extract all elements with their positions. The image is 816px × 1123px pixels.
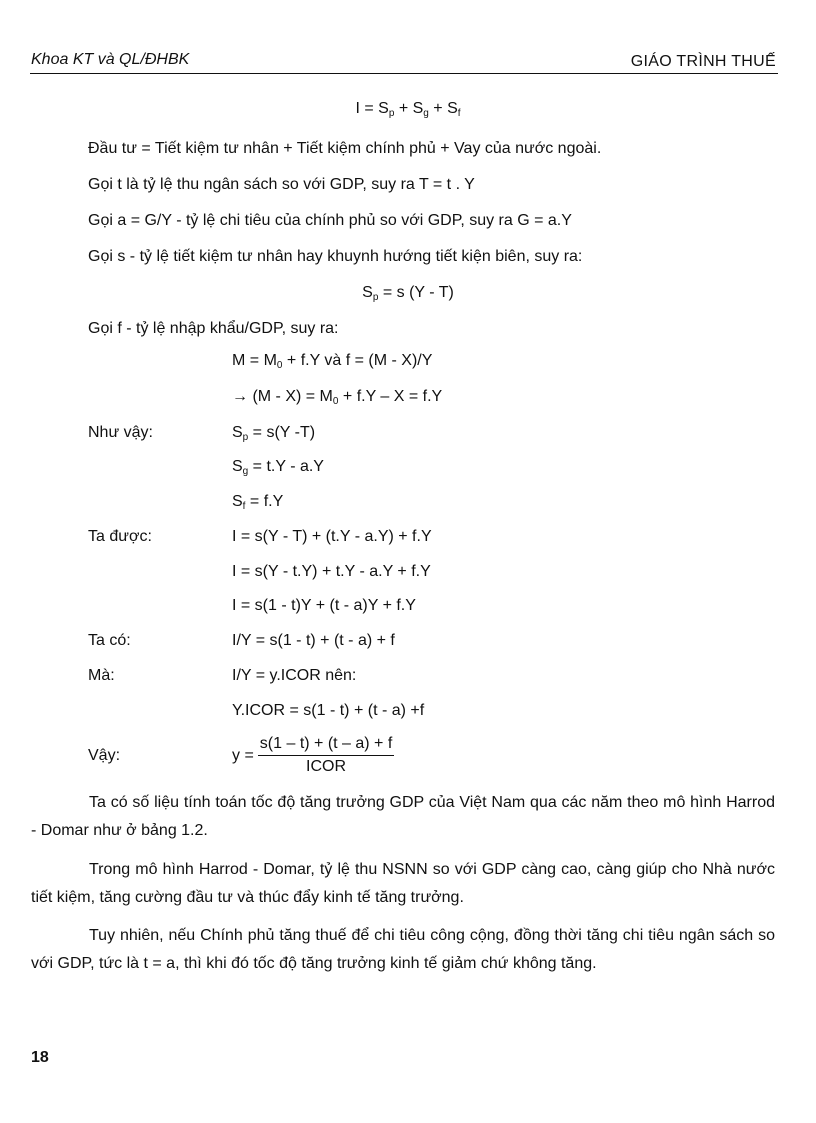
equation-i-over-y: I/Y = s(1 - t) + (t - a) + f bbox=[232, 632, 395, 649]
equation-investment: $I = S_p + S_g + S_f$ bbox=[355, 100, 461, 119]
text-line: Đầu tư = Tiết kiệm tư nhân + Tiết kiệm chính phủ + Vay của nước ngoài. bbox=[88, 140, 602, 157]
equation-sp-2: $S_p = s(Y$ -T) bbox=[232, 424, 316, 443]
text-line: Gọi t là tỷ lệ thu ngân sách so với GDP, suy ra T = t . Y bbox=[88, 176, 475, 193]
paragraph: Ta có số liệu tính toán tốc độ tăng trưởng GDP của Việt Nam qua các năm theo mô hình Harrod - Domar như ở bảng 1.2. bbox=[31, 794, 775, 839]
paragraph: Trong mô hình Harrod - Domar, tỷ lệ thu NSNN so với GDP càng cao, càng giúp cho Nhà nước tiết kiệm, tăng cường đầu tư và thúc đẩy kinh tế tăng trưởng. bbox=[31, 861, 775, 906]
fraction-lhs: y = bbox=[232, 746, 254, 764]
equation-sg: $S_g = t.Y - a.Y$ bbox=[232, 458, 324, 477]
equation-i-2: I = s(Y - t.Y) + t.Y - a.Y + f.Y bbox=[232, 563, 431, 580]
text-line: Gọi f - tỷ lệ nhập khẩu/GDP, suy ra: bbox=[88, 320, 339, 337]
equation-sf: $S_f = f.Y$ bbox=[232, 493, 284, 512]
equation-net-imports: → $(M - X) = M_0 + f.Y - X = f.Y$ bbox=[232, 388, 443, 407]
fraction-denominator: ICOR bbox=[306, 758, 347, 775]
equation-icor: I/Y = y.ICOR nên: bbox=[232, 667, 357, 684]
equation-y-icor: Y.ICOR = s(1 - t) + (t - a) +f bbox=[232, 702, 425, 719]
label-nhu-vay: Như vậy: bbox=[88, 424, 153, 441]
equation-sp: $S_p = s$ (Y - T) bbox=[362, 284, 454, 303]
equation-growth-rate bbox=[232, 735, 394, 776]
label-ma: Mà: bbox=[88, 667, 115, 684]
fraction-numerator: s(1 – t) + (t – a) + f bbox=[258, 735, 395, 756]
equation-imports: $M = M_0 + f.Y$ và f = (M - X)/Y bbox=[232, 352, 433, 371]
equation-i-3: I = s(1 - t)Y + (t - a)Y + f.Y bbox=[232, 597, 416, 614]
label-ta-duoc: Ta được: bbox=[88, 528, 152, 545]
text-line: Gọi a = G/Y - tỷ lệ chi tiêu của chính phủ so với GDP, suy ra G = a.Y bbox=[88, 212, 572, 229]
label-vay: Vậy: bbox=[88, 747, 121, 764]
paragraph: Tuy nhiên, nếu Chính phủ tăng thuế để chi tiêu công cộng, đồng thời tăng chi tiêu ngân sách so với GDP, tức là t = a, thì khi đó tốc độ tăng trưởng kinh tế giảm chứ không tăng. bbox=[31, 927, 775, 972]
equation-i-1: I = s(Y - T) + (t.Y - a.Y) + f.Y bbox=[232, 528, 432, 545]
page-number: 18 bbox=[31, 1049, 49, 1066]
label-ta-co: Ta có: bbox=[88, 632, 131, 649]
header-rule bbox=[30, 73, 778, 74]
text-line: Gọi s - tỷ lệ tiết kiệm tư nhân hay khuynh hướng tiết kiện biên, suy ra: bbox=[88, 248, 583, 265]
header-left: Khoa KT và QL/ĐHBK bbox=[31, 51, 190, 68]
header-right: GIÁO TRÌNH THUẾ bbox=[630, 53, 776, 70]
